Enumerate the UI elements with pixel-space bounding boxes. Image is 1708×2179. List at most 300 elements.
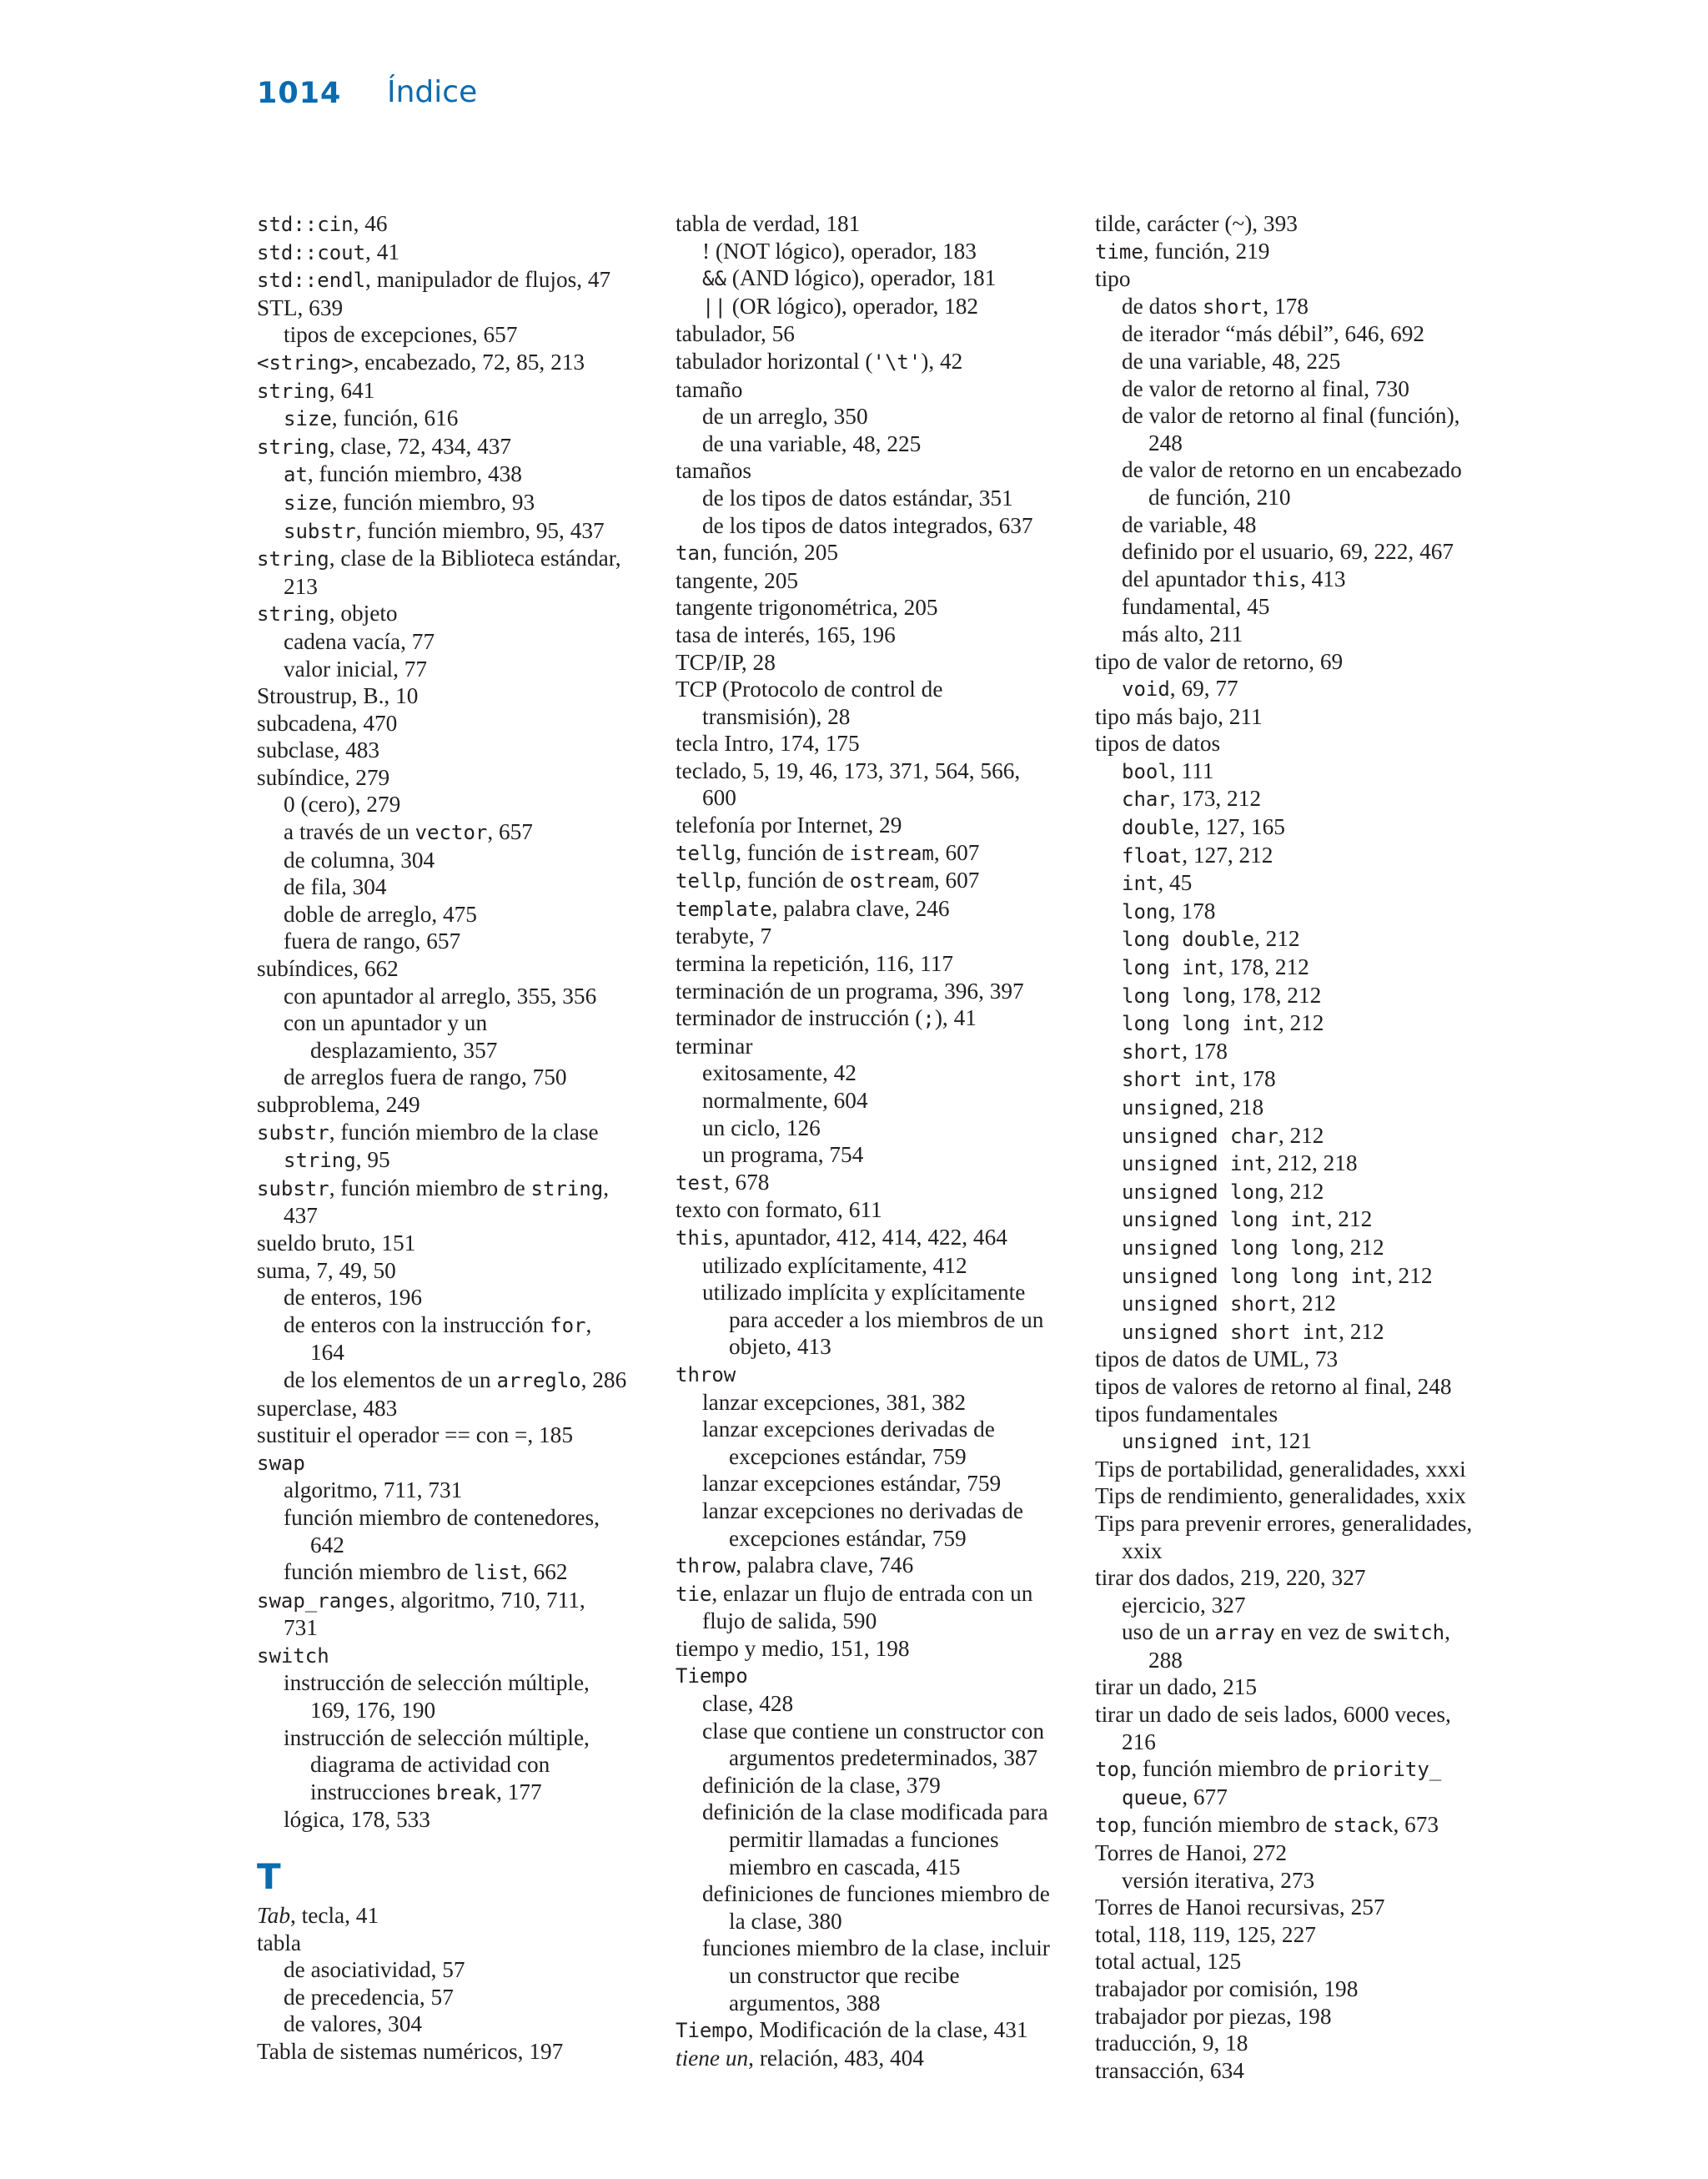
index-entry — [1095, 1894, 1495, 1921]
entry-text: de iterador “más débil”, 646, 692 — [1122, 321, 1425, 347]
entry-text: (AND lógico), operador, 181 — [726, 265, 997, 291]
index-subentry — [676, 512, 1076, 540]
entry-text: , algoritmo, 710, 711, — [389, 1587, 585, 1613]
index-subentry — [676, 293, 1076, 321]
entry-text: Tips de portabilidad, generalidades, xxxi — [1095, 1456, 1466, 1482]
index-subentry — [1095, 1592, 1495, 1619]
index-entry — [257, 764, 657, 792]
index-entry — [676, 457, 1076, 485]
index-entry — [257, 682, 657, 710]
index-entry — [1095, 1673, 1495, 1701]
index-subentry — [257, 1146, 657, 1175]
entry-text: , 41 — [365, 239, 399, 264]
index-subentry — [257, 1202, 657, 1230]
index-entry — [1095, 265, 1495, 293]
index-subentry — [1095, 566, 1495, 594]
code-term: unsigned long int — [1122, 1208, 1327, 1232]
entry-text: suma, 7, 49, 50 — [257, 1257, 396, 1283]
entry-text: teclado, 5, 19, 46, 173, 371, 564, 566, — [676, 757, 1021, 783]
code-term: Tiempo — [676, 2019, 748, 2043]
index-entry — [257, 1587, 657, 1615]
code-term: bool — [1122, 759, 1170, 783]
entry-text: xxix — [1122, 1537, 1163, 1563]
index-entry — [257, 1902, 657, 1930]
index-subentry — [676, 1826, 1076, 1854]
code-term: size — [284, 491, 332, 515]
index-subentry — [257, 1504, 657, 1532]
index-subentry — [676, 238, 1076, 265]
index-entry — [676, 895, 1076, 923]
running-title: Índice — [387, 75, 478, 109]
entry-text: de asociatividad, 57 — [284, 1957, 465, 1983]
index-column-1 — [257, 210, 657, 2066]
entry-text: tipo de valor de retorno, 69 — [1095, 648, 1344, 674]
entry-text: de variable, 48 — [1122, 511, 1257, 537]
index-entry — [257, 377, 657, 405]
entry-text: , 413 — [1299, 566, 1346, 591]
index-subentry — [257, 1064, 657, 1091]
index-subentry — [1095, 1122, 1495, 1150]
entry-text: , enlazar un flujo de entrada con un — [711, 1580, 1033, 1606]
index-subentry — [676, 430, 1076, 458]
code-term: string — [257, 602, 329, 627]
index-subentry — [1095, 1618, 1495, 1647]
entry-text: 600 — [702, 785, 736, 811]
entry-text: , 212 — [1386, 1262, 1433, 1288]
code-term: template — [676, 897, 772, 921]
entry-text: , 178 — [1182, 1038, 1228, 1064]
entry-text: TCP/IP, 28 — [676, 649, 776, 675]
index-subentry — [1095, 842, 1495, 870]
index-column-3 — [1095, 210, 1495, 2084]
code-term: unsigned char — [1122, 1124, 1278, 1148]
index-subentry — [257, 1009, 657, 1037]
code-term: time — [1095, 239, 1143, 264]
index-entry — [676, 923, 1076, 950]
entry-text: , relación, 483, 404 — [748, 2045, 924, 2071]
index-subentry — [257, 489, 657, 517]
code-term: top — [1095, 1814, 1132, 1838]
entry-text: terminar — [676, 1033, 753, 1059]
entry-text: , 662 — [521, 1559, 568, 1585]
index-entry — [1095, 2030, 1495, 2057]
entry-text: definido por el usuario, 69, 222, 467 — [1122, 539, 1454, 565]
entry-text: definición de la clase, 379 — [702, 1772, 941, 1798]
entry-text: , 677 — [1182, 1784, 1228, 1809]
code-term: test — [676, 1170, 724, 1195]
entry-text: , 673 — [1393, 1812, 1439, 1838]
index-entry — [257, 210, 657, 239]
index-entry — [676, 978, 1076, 1005]
entry-text: , 127, 212 — [1182, 842, 1273, 868]
code-term: swap — [257, 1451, 305, 1475]
code-term: long — [1122, 899, 1170, 923]
entry-text: termina la repetición, 116, 117 — [676, 951, 954, 977]
index-entry — [1095, 1701, 1495, 1729]
entry-text: texto con formato, 611 — [676, 1197, 882, 1223]
entry-text: tecla Intro, 174, 175 — [676, 731, 860, 757]
index-subentry — [257, 791, 657, 818]
entry-text: , función de — [736, 839, 850, 865]
entry-text: tilde, carácter (~), 393 — [1095, 211, 1298, 236]
entry-text: total, 118, 119, 125, 227 — [1095, 1921, 1316, 1947]
index-subentry — [257, 1284, 657, 1311]
entry-text: , 212 — [1253, 926, 1300, 952]
entry-text: instrucciones — [310, 1779, 436, 1804]
entry-text: de enteros, 196 — [284, 1285, 423, 1311]
entry-text: tiempo y medio, 151, 198 — [676, 1635, 910, 1661]
entry-text: Tabla de sistemas numéricos, 197 — [257, 2039, 564, 2064]
entry-text: de valor de retorno al final, 730 — [1122, 375, 1409, 401]
entry-text: , 218 — [1218, 1095, 1264, 1120]
code-term: substr — [257, 1176, 329, 1200]
entry-text: , 95 — [355, 1147, 390, 1173]
entry-text: , manipulador de flujos, 47 — [365, 267, 611, 293]
index-entry — [676, 1552, 1076, 1580]
index-subentry — [1095, 593, 1495, 621]
index-entry — [1095, 238, 1495, 266]
entry-text: terabyte, 7 — [676, 923, 772, 949]
code-term: stack — [1333, 1814, 1394, 1838]
entry-text: , palabra clave, 246 — [771, 895, 950, 921]
index-subentry — [1095, 785, 1495, 813]
code-term: break — [435, 1780, 497, 1804]
page-number: 1014 — [257, 77, 342, 110]
index-entry — [257, 1930, 657, 1957]
entry-text: , 69, 77 — [1169, 676, 1238, 702]
entry-text: , 178, 212 — [1218, 954, 1309, 980]
code-term: unsigned int — [1122, 1430, 1267, 1454]
entry-text: tipo más bajo, 211 — [1095, 703, 1263, 729]
entry-text: , encabezado, 72, 85, 213 — [353, 349, 585, 375]
entry-text: tangente, 205 — [676, 567, 799, 593]
code-term: swap_ranges — [257, 1588, 389, 1613]
entry-text: de una variable, 48, 225 — [1122, 348, 1341, 374]
index-entry — [676, 1635, 1076, 1663]
index-entry — [1095, 1948, 1495, 1975]
code-term: string — [257, 547, 329, 571]
index-subentry — [257, 818, 657, 847]
entry-text: tirar un dado de seis lados, 6000 veces, — [1095, 1702, 1451, 1728]
entry-text: , 641 — [329, 377, 375, 403]
index-entry — [257, 433, 657, 461]
index-subentry — [676, 1799, 1076, 1826]
entry-text: excepciones estándar, 759 — [729, 1525, 967, 1551]
code-term: ostream — [849, 869, 934, 893]
index-entry — [257, 710, 657, 737]
code-term: unsigned short int — [1122, 1320, 1339, 1344]
index-entry — [676, 1580, 1076, 1608]
entry-text: clase, 428 — [702, 1691, 794, 1717]
index-entry — [1095, 2057, 1495, 2085]
entry-text: tirar un dado, 215 — [1095, 1674, 1258, 1700]
index-subentry — [257, 928, 657, 955]
index-subentry — [1095, 1205, 1495, 1234]
entry-text: un ciclo, 126 — [702, 1115, 821, 1140]
entry-text: lanzar excepciones, 381, 382 — [702, 1389, 967, 1415]
index-subentry — [1095, 1178, 1495, 1206]
italic-term: Tab — [257, 1903, 290, 1929]
code-term: arreglo — [496, 1368, 581, 1392]
code-term: std::endl — [257, 269, 366, 293]
entry-text: utilizado explícitamente, 412 — [702, 1252, 967, 1278]
section-letter: T — [257, 1856, 281, 1898]
entry-text: TCP (Protocolo de control de — [676, 677, 943, 702]
index-subentry — [1095, 1234, 1495, 1262]
index-subentry — [1095, 1094, 1495, 1122]
index-entry — [257, 1175, 657, 1203]
entry-text: , 178 — [1263, 293, 1309, 319]
entry-text: fundamental, 45 — [1122, 594, 1270, 620]
code-term: list — [474, 1561, 522, 1585]
index-subentry — [676, 1306, 1076, 1334]
index-subentry — [1095, 1038, 1495, 1066]
index-subentry — [257, 1956, 657, 1984]
index-entry — [257, 266, 657, 294]
index-entry — [676, 812, 1076, 839]
index-subentry — [676, 1744, 1076, 1772]
code-term: unsigned short — [1122, 1292, 1291, 1316]
entry-text: , palabra clave, 746 — [736, 1552, 914, 1578]
index-subentry — [257, 656, 657, 683]
index-subentry — [1095, 1729, 1495, 1756]
entry-text: instrucción de selección múltiple, — [284, 1670, 590, 1696]
entry-text: de precedencia, 57 — [284, 1984, 454, 2010]
index-entry — [676, 839, 1076, 868]
index-entry — [676, 376, 1076, 404]
index-subentry — [257, 847, 657, 874]
entry-text: , 178 — [1230, 1066, 1276, 1092]
index-subentry — [676, 1962, 1076, 1990]
index-subentry — [676, 1252, 1076, 1280]
entry-text: valor inicial, 77 — [284, 656, 428, 682]
entry-text: , 46 — [353, 211, 388, 236]
index-entry — [676, 1361, 1076, 1389]
index-entry — [1095, 648, 1495, 676]
index-subentry — [257, 1669, 657, 1697]
entry-text: terminador de instrucción ( — [676, 1005, 923, 1031]
index-subentry — [1095, 1150, 1495, 1178]
index-entry — [676, 348, 1076, 376]
entry-text: , 127, 165 — [1193, 814, 1285, 840]
entry-text: de un arreglo, 350 — [702, 404, 868, 430]
code-term: string — [257, 379, 329, 403]
code-term: '\t' — [872, 350, 922, 374]
entry-text: transmisión), 28 — [702, 703, 851, 729]
entry-text: definiciones de funciones miembro de — [702, 1881, 1050, 1907]
entry-text: de los tipos de datos integrados, 637 — [702, 512, 1033, 538]
code-term: istream — [849, 841, 934, 865]
entry-text: transacción, 634 — [1095, 2057, 1244, 2083]
index-subentry — [676, 703, 1076, 731]
index-entry — [676, 594, 1076, 621]
index-subentry — [257, 517, 657, 546]
index-subentry — [676, 1935, 1076, 1962]
entry-text: tipos de valores de retorno al final, 248 — [1095, 1373, 1452, 1399]
code-term: queue — [1122, 1785, 1183, 1809]
index-subentry — [676, 485, 1076, 512]
entry-text: tirar dos dados, 219, 220, 327 — [1095, 1565, 1366, 1591]
index-entry — [676, 1033, 1076, 1060]
index-entry — [1095, 1482, 1495, 1510]
index-subentry — [257, 628, 657, 656]
entry-text: doble de arreglo, 475 — [284, 901, 477, 927]
index-subentry — [1095, 954, 1495, 982]
code-term: double — [1122, 816, 1194, 840]
code-term: <string> — [257, 350, 354, 375]
entry-text: subproblema, 249 — [257, 1092, 420, 1117]
index-entry — [1095, 1811, 1495, 1839]
index-subentry — [257, 460, 657, 489]
index-subentry — [676, 1059, 1076, 1087]
index-entry — [676, 539, 1076, 567]
code-term: for — [550, 1313, 586, 1337]
entry-text: , función miembro, 95, 437 — [355, 517, 605, 543]
entry-text: tipos de datos de UML, 73 — [1095, 1346, 1339, 1372]
code-term: top — [1095, 1758, 1132, 1782]
entry-text: subíndice, 279 — [257, 764, 390, 790]
entry-text: , clase, 72, 434, 437 — [329, 433, 512, 459]
index-column-2 — [676, 210, 1076, 2071]
code-term: at — [284, 463, 308, 487]
entry-text: algoritmo, 711, 731 — [284, 1477, 463, 1503]
code-term: Tiempo — [676, 1664, 748, 1688]
index-entry — [676, 567, 1076, 595]
index-subentry — [1095, 430, 1495, 457]
index-subentry — [257, 1984, 657, 2011]
index-entry — [1095, 1921, 1495, 1949]
index-subentry — [1095, 511, 1495, 539]
code-term: size — [284, 407, 332, 431]
index-entry — [1095, 1510, 1495, 1537]
code-term: std::cin — [257, 213, 354, 236]
index-subentry — [676, 1880, 1076, 1908]
code-term: throw — [676, 1554, 736, 1578]
index-subentry — [1095, 1290, 1495, 1318]
entry-text: traducción, 9, 18 — [1095, 2031, 1248, 2056]
index-entry — [676, 210, 1076, 238]
index-entry — [676, 1169, 1076, 1197]
entry-text: , función miembro de — [1131, 1812, 1334, 1838]
entry-text: , tecla, 41 — [289, 1903, 379, 1929]
index-entry — [257, 1449, 657, 1477]
index-subentry — [676, 1690, 1076, 1718]
entry-text: Torres de Hanoi, 272 — [1095, 1840, 1288, 1866]
index-entry — [257, 349, 657, 377]
entry-text: , — [585, 1311, 592, 1337]
entry-text: ), 41 — [934, 1005, 977, 1031]
entry-text: , 286 — [580, 1366, 627, 1392]
code-term: short — [1203, 294, 1263, 319]
entry-text: permitir llamadas a funciones — [729, 1827, 999, 1853]
index-subentry — [1095, 982, 1495, 1010]
code-term: this — [676, 1225, 724, 1250]
code-term: && — [702, 267, 726, 291]
entry-text: cadena vacía, 77 — [284, 628, 435, 654]
index-subentry — [676, 1470, 1076, 1497]
entry-text: , 607 — [933, 868, 980, 893]
entry-text: , 212, 218 — [1266, 1150, 1358, 1176]
code-term: substr — [284, 519, 356, 543]
code-term: string — [257, 435, 329, 459]
entry-text: 0 (cero), 279 — [284, 792, 401, 818]
index-entry — [1095, 703, 1495, 731]
entry-text: tamaño — [676, 376, 743, 402]
index-subentry — [676, 1854, 1076, 1881]
entry-text: para acceder a los miembros de un — [729, 1306, 1044, 1332]
entry-text: , 678 — [723, 1169, 770, 1195]
entry-text: , — [603, 1175, 610, 1200]
entry-text: 213 — [284, 573, 318, 599]
entry-text: 216 — [1122, 1729, 1156, 1754]
index-subentry — [257, 1311, 657, 1340]
index-entry — [257, 1642, 657, 1670]
index-subentry — [1095, 538, 1495, 566]
entry-text: de fila, 304 — [284, 874, 387, 900]
entry-text: con apuntador al arreglo, 355, 356 — [284, 983, 597, 1009]
code-term: unsigned int — [1122, 1152, 1267, 1176]
entry-text: clase que contiene un constructor con — [702, 1718, 1045, 1744]
entry-text: argumentos predeterminados, 387 — [729, 1745, 1038, 1771]
entry-text: lanzar excepciones estándar, 759 — [702, 1471, 1002, 1497]
entry-text: de una variable, 48, 225 — [702, 430, 922, 456]
code-term: priority_ — [1333, 1758, 1442, 1782]
index-entry — [676, 1224, 1076, 1252]
index-entry — [257, 1119, 657, 1147]
code-term: long double — [1122, 928, 1254, 952]
index-subentry — [257, 1037, 657, 1064]
index-subentry — [257, 1366, 657, 1395]
index-subentry — [1095, 1009, 1495, 1038]
index-subentry — [676, 1990, 1076, 2017]
index-entry — [1095, 2003, 1495, 2031]
index-subentry — [676, 1141, 1076, 1169]
index-subentry — [1095, 1647, 1495, 1674]
code-term: tan — [676, 541, 712, 566]
entry-text: tabulador, 56 — [676, 321, 795, 347]
index-subentry — [676, 1608, 1076, 1635]
entry-text: de datos — [1122, 293, 1203, 319]
code-term: short int — [1122, 1068, 1231, 1092]
entry-text: miembro en cascada, 415 — [729, 1854, 961, 1880]
index-subentry — [676, 1333, 1076, 1361]
index-subentry — [1095, 1262, 1495, 1291]
entry-text: ), 42 — [921, 348, 963, 374]
entry-text: tipos de excepciones, 657 — [284, 322, 518, 348]
index-subentry — [1095, 869, 1495, 898]
entry-text: definición de la clase modificada para — [702, 1799, 1048, 1825]
index-entry — [676, 1662, 1076, 1690]
entry-text: , 212 — [1339, 1234, 1384, 1260]
entry-text: , 111 — [1169, 757, 1214, 783]
entry-text: , función miembro de — [1131, 1756, 1334, 1782]
index-entry — [1095, 1564, 1495, 1592]
index-entry — [1095, 1839, 1495, 1867]
index-subentry — [257, 1614, 657, 1642]
index-subentry — [1095, 1318, 1495, 1346]
code-term: std::cout — [257, 240, 366, 264]
entry-text: , clase de la Biblioteca estándar, — [329, 546, 621, 571]
index-subentry — [1095, 293, 1495, 321]
code-term: throw — [676, 1362, 736, 1386]
entry-text: argumentos, 388 — [729, 1990, 881, 2015]
entry-text: un constructor que recibe — [729, 1963, 960, 1988]
index-entry — [257, 1091, 657, 1119]
entry-text: lanzar excepciones no derivadas de — [702, 1497, 1023, 1523]
entry-text: 288 — [1148, 1647, 1183, 1673]
entry-text: de función, 210 — [1148, 484, 1291, 510]
code-term: switch — [257, 1643, 329, 1668]
